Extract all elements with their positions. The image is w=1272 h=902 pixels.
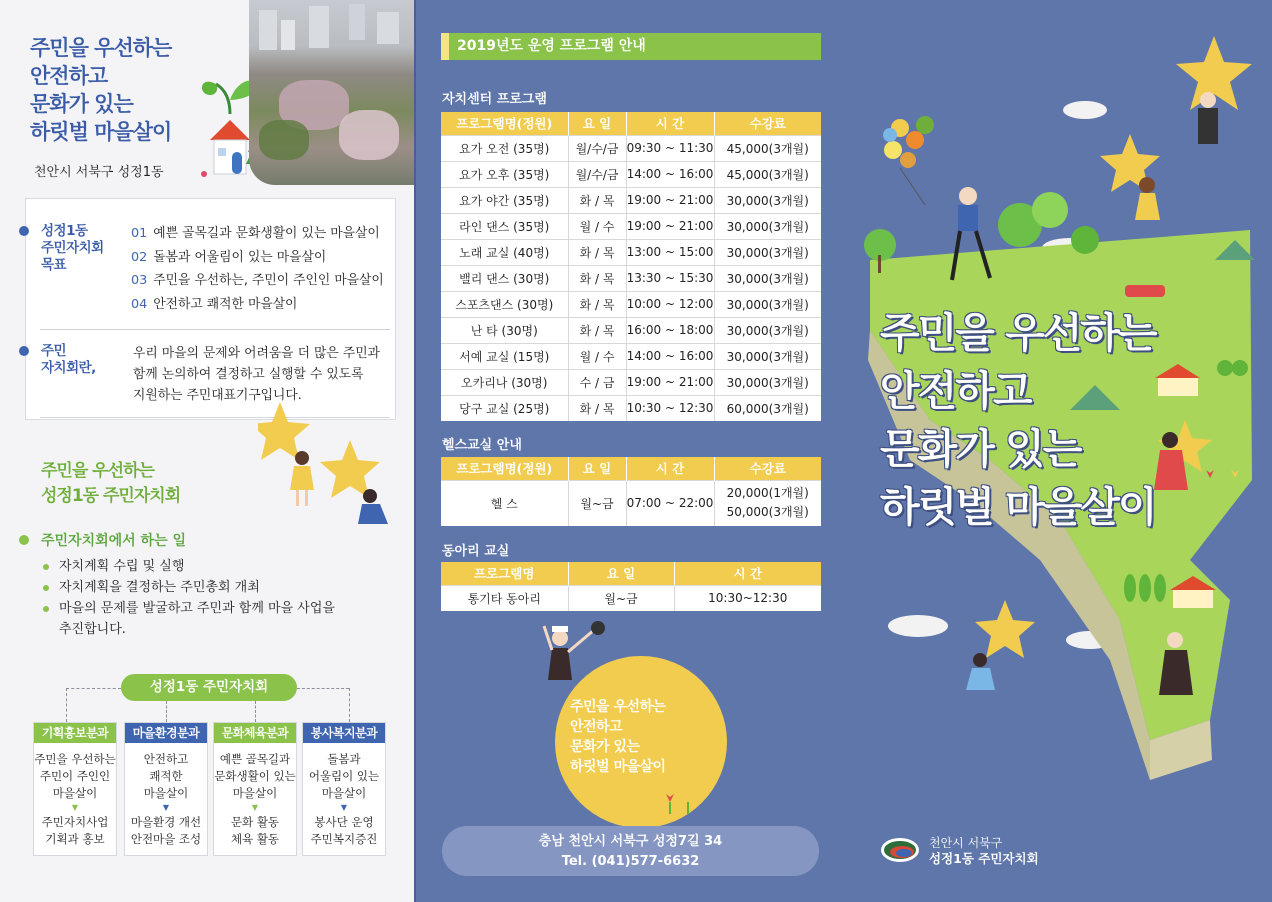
divider xyxy=(40,329,390,330)
slogan-line: 하릿벌 마을살이 xyxy=(880,483,1156,531)
title-line: 하릿벌 마을살이 xyxy=(30,120,172,144)
org-city: 천안시 서북구 xyxy=(929,836,1003,850)
neighborhood-photo xyxy=(249,0,416,185)
committee-planning: 기획홍보분과 주민을 우선하는 주민이 주인인 마을살이 ▼ 주민자치사업 기획과 홍보 xyxy=(33,722,117,856)
slogan-line: 주민을 우선하는 xyxy=(880,309,1156,357)
arrow-down-icon: ▼ xyxy=(162,803,170,812)
address-text: 충남 천안시 서북구 성정7길 34 xyxy=(538,834,723,849)
association-heading-line: 주민 xyxy=(41,343,67,359)
association-slogan xyxy=(41,459,180,509)
tulip-icon xyxy=(662,792,702,816)
slogan-line: 안전하고 xyxy=(880,367,1031,415)
committee-name: 문화체육분과 xyxy=(214,723,296,743)
table-row: 밸리 댄스 (30명) 화 / 목 13:30 ~ 15:30 30,000(3개월) xyxy=(441,265,821,291)
description-line: 함께 논의하여 결정하고 실행할 수 있도록 xyxy=(133,367,364,382)
district-logo-icon xyxy=(880,836,920,864)
list-item: 자치계획을 결정하는 주민총회 개최 xyxy=(41,577,335,598)
slogan-line: 문화가 있는 xyxy=(880,425,1081,473)
org-connector xyxy=(349,688,350,722)
committee-culture: 문화체육분과 예쁜 골목길과 문화생활이 있는 마을살이 ▼ 문화 활동 체육 활동 xyxy=(213,722,297,856)
list-item: 자치계획 수립 및 실행 xyxy=(41,556,335,577)
table-row: 통기타 동아리 월~금 10:30~12:30 xyxy=(441,585,821,611)
org-connector xyxy=(66,688,121,689)
org-chart-title: 성정1동 주민자치회 xyxy=(121,674,297,701)
work-list xyxy=(41,556,335,640)
org-connector xyxy=(166,701,167,722)
location-subtitle: 천안시 서북구 성정1동 xyxy=(34,165,164,180)
description-line: 우리 마을의 문제와 어려움을 더 많은 주민과 xyxy=(133,346,380,361)
list-item: 마을의 문제를 발굴하고 주민과 함께 마을 사업을 xyxy=(41,598,335,619)
committee-name: 봉사복지분과 xyxy=(303,723,385,743)
table-row: 서예 교실 (15명) 월 / 수 14:00 ~ 16:00 30,000(3개월) xyxy=(441,343,821,369)
org-connector xyxy=(255,701,256,722)
table-header: 프로그램명 요 일 시 간 xyxy=(441,562,821,585)
cover-title xyxy=(30,34,171,146)
slogan-line: 성정1동 주민자치회 xyxy=(41,486,181,506)
arrow-down-icon: ▼ xyxy=(251,803,259,812)
table-row: 요가 오전 (35명) 월/수/금 09:30 ~ 11:30 45,000(3개월) xyxy=(441,135,821,161)
committee-environment: 마을환경분과 안전하고 쾌적한 마을살이 ▼ 마을환경 개선 안전마을 조성 xyxy=(124,722,208,856)
arrow-down-icon: ▼ xyxy=(340,803,348,812)
table-row: 노래 교실 (40명) 화 / 목 13:00 ~ 15:00 30,000(3개월) xyxy=(441,239,821,265)
table-row: 난 타 (30명) 화 / 목 16:00 ~ 18:00 30,000(3개월) xyxy=(441,317,821,343)
table-row: 라인 댄스 (35명) 월 / 수 19:00 ~ 21:00 30,000(3개월) xyxy=(441,213,821,239)
slogan-line: 주민을 우선하는 xyxy=(570,699,666,715)
table-header: 프로그램명(정원) 요 일 시 간 수강료 xyxy=(441,112,821,135)
program-banner: 2019년도 운영 프로그램 안내 xyxy=(441,33,821,60)
bullet-dot-icon xyxy=(19,346,29,356)
goal-item: 03 주민을 우선하는, 주민이 주인인 마을살이 xyxy=(131,273,384,288)
title-line: 문화가 있는 xyxy=(30,92,133,116)
goals-list xyxy=(131,222,384,316)
center-program-title: 자치센터 프로그램 xyxy=(442,92,547,107)
org-connector xyxy=(66,688,67,722)
club-class-table xyxy=(441,562,821,611)
association-description xyxy=(133,343,380,406)
association-heading-line: 자치회란, xyxy=(41,360,96,376)
organization-credit xyxy=(929,835,1039,867)
work-heading: 주민자치회에서 하는 일 xyxy=(41,533,186,549)
circle-slogan xyxy=(570,697,666,777)
phone-text: Tel. (041)577-6632 xyxy=(561,854,700,869)
main-slogan xyxy=(880,304,1156,536)
slogan-line: 문화가 있는 xyxy=(570,739,640,755)
org-connector xyxy=(297,688,349,689)
slogan-line: 안전하고 xyxy=(570,719,623,735)
goals-heading-line: 목표 xyxy=(41,257,67,273)
table-row: 헬 스 월~금 07:00 ~ 22:00 20,000(1개월) 50,000(3개월) xyxy=(441,480,821,526)
contact-pill xyxy=(442,826,819,876)
star-girls-illustration xyxy=(258,400,408,530)
description-line: 지원하는 주민대표기구입니다. xyxy=(133,388,302,403)
center-program-table xyxy=(441,112,821,421)
bullet-dot-icon xyxy=(19,226,29,236)
title-line: 안전하고 xyxy=(30,64,108,88)
goals-heading-line: 성정1동 xyxy=(41,223,88,239)
goals-heading xyxy=(41,223,104,274)
table-row: 스포츠댄스 (30명) 화 / 목 10:00 ~ 12:00 30,000(3개월) xyxy=(441,291,821,317)
health-class-title: 헬스교실 안내 xyxy=(442,438,522,453)
club-class-title: 동아리 교실 xyxy=(442,544,510,559)
table-header: 프로그램명(정원) 요 일 시 간 수강료 xyxy=(441,457,821,480)
committee-welfare: 봉사복지분과 돌봄과 어울림이 있는 마을살이 ▼ 봉사단 운영 주민복지증진 xyxy=(302,722,386,856)
slogan-line: 주민을 우선하는 xyxy=(41,461,154,481)
committee-name: 마을환경분과 xyxy=(125,723,207,743)
table-row: 오카리나 (30명) 수 / 금 19:00 ~ 21:00 30,000(3개월) xyxy=(441,369,821,395)
goals-heading-line: 주민자치회 xyxy=(41,240,104,256)
left-panel xyxy=(0,0,416,902)
title-line: 주민을 우선하는 xyxy=(30,36,172,60)
table-row: 요가 오후 (35명) 월/수/금 14:00 ~ 16:00 45,000(3개월) xyxy=(441,161,821,187)
goal-item: 01 예쁜 골목길과 문화생활이 있는 마을살이 xyxy=(131,226,380,241)
association-heading xyxy=(41,343,96,377)
goal-item: 04 안전하고 쾌적한 마을살이 xyxy=(131,296,298,312)
arrow-down-icon: ▼ xyxy=(71,803,79,812)
health-class-table xyxy=(441,457,821,526)
committee-name: 기획홍보분과 xyxy=(34,723,116,743)
table-row: 요가 야간 (35명) 화 / 목 19:00 ~ 21:00 30,000(3개월) xyxy=(441,187,821,213)
list-item: 추진합니다. xyxy=(59,622,126,637)
org-name: 성정1동 주민자치회 xyxy=(929,851,1039,866)
table-row: 당구 교실 (25명) 화 / 목 10:30 ~ 12:30 60,000(3개월) xyxy=(441,395,821,421)
slogan-line: 하릿벌 마을살이 xyxy=(570,759,666,775)
goal-item: 02 돌봄과 어울림이 있는 마을살이 xyxy=(131,249,327,265)
bullet-dot-icon xyxy=(19,535,29,545)
chef-girl-illustration xyxy=(538,618,610,698)
